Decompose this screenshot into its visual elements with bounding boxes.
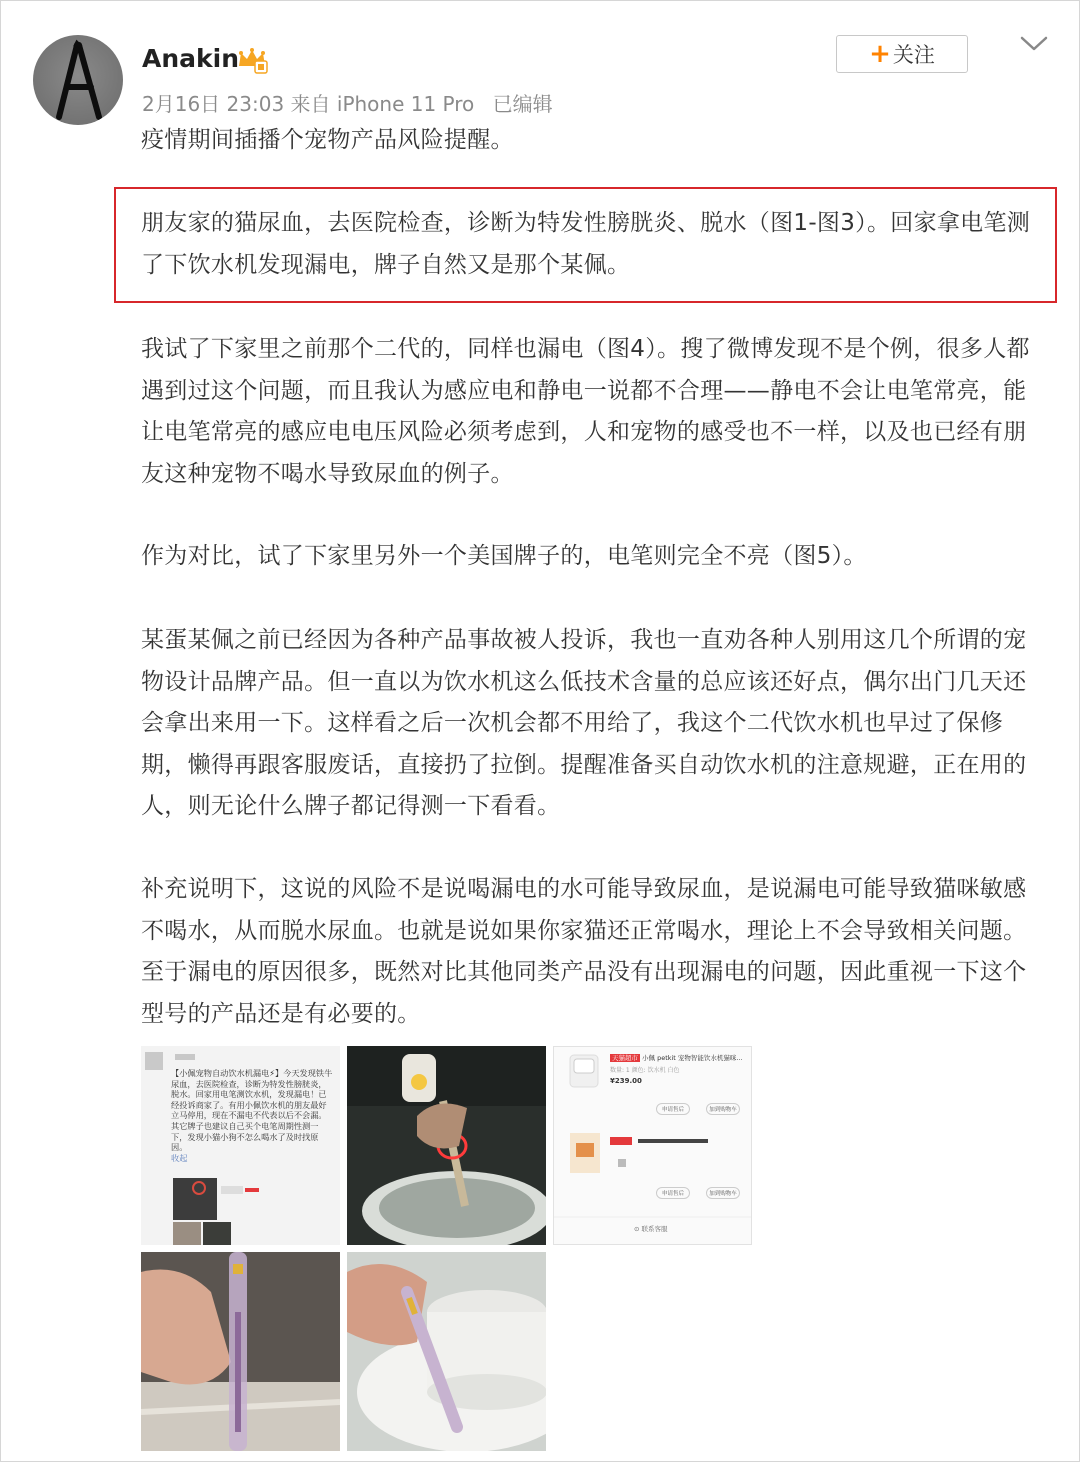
product-title: 天猫超市 小佩 petkit 宠物智能饮水机猫咪... xyxy=(612,1054,743,1062)
vip-crown-icon[interactable] xyxy=(236,46,268,74)
username[interactable]: Anakin xyxy=(142,44,240,73)
post-paragraph: 某蛋某佩之前已经因为各种产品事故被人投诉，我也一直劝各种人别用这几个所谓的宠物设计品牌产品。但一直以为饮水机这么低技术含量的总应该还好点，偶尔出门几天还会拿出来用一下。这样看之后一次机会都不用给了，我这个二代饮水机也早过了保修期，懒得再跟客服废话，直接扔了拉倒。提醒准备买自动饮水机的注意规避，正在用的人，则无论什么牌子都记得测一下看看。 xyxy=(141,627,1027,819)
follow-button-label: 关注 xyxy=(892,43,935,67)
product-spec: 数量: 1 颜色: 饮水机 白色 xyxy=(610,1067,680,1074)
post-image-2[interactable] xyxy=(347,1046,546,1245)
post-image-3[interactable] xyxy=(553,1046,752,1245)
add-cart-button: 加到购物车 xyxy=(706,1187,740,1199)
post-timestamp[interactable]: 2月16日 23:03 xyxy=(142,92,285,116)
avatar-letter-a-icon xyxy=(33,35,123,125)
post-image-4[interactable] xyxy=(141,1252,340,1451)
photo-tester-hand xyxy=(141,1252,340,1451)
add-cart-button: 加到购物车 xyxy=(706,1103,740,1115)
product-price: ¥239.00 xyxy=(610,1077,642,1085)
post-image-1[interactable] xyxy=(141,1046,340,1245)
post-paragraph: 我试了下家里之前那个二代的，同样也漏电（图4）。搜了微博发现不是个例，很多人都遇到过这个问题，而且我认为感应电和静电一说都不合理——静电不会让电笔常亮，能让电笔常亮的感应电电压风险必须考虑到，人和宠物的感受也不一样，以及也已经有朋友这种宠物不喝水导致尿血的例子。 xyxy=(141,336,1030,487)
photo-tester-glow xyxy=(347,1046,546,1245)
post-image-5[interactable] xyxy=(347,1252,546,1451)
post-meta xyxy=(142,88,553,117)
contact-service: ⊙ 联系客服 xyxy=(634,1225,668,1233)
post-paragraph: 疫情期间插播个宠物产品风险提醒。 xyxy=(141,127,514,153)
plus-icon: + xyxy=(869,39,891,69)
follow-button[interactable] xyxy=(836,35,968,73)
post-paragraph: 补充说明下，这说的风险不是说喝漏电的水可能导致尿血，是说漏电可能导致猫咪敏感不喝水，从而脱水尿血。也就是说如果你家猫还正常喝水，理论上不会导致相关问题。至于漏电的原因很多，既然对比其他同类产品没有出现漏电的问题，因此重视一下这个型号的产品还是有必要的。 xyxy=(141,876,1027,1027)
order-screenshot-graphic xyxy=(554,1047,751,1244)
fold-link: 收起 xyxy=(171,1152,188,1163)
post-source: 来自 iPhone 11 Pro xyxy=(290,92,475,116)
edited-label[interactable]: 已编辑 xyxy=(492,92,553,116)
avatar[interactable] xyxy=(33,35,123,125)
after-sale-button: 申请售后 xyxy=(656,1103,690,1115)
post-paragraph: 朋友家的猫尿血，去医院检查，诊断为特发性膀胱炎、脱水（图1-图3）。回家拿电笔测了下饮水机发现漏电，牌子自然又是那个某佩。 xyxy=(141,210,1031,278)
chevron-down-icon[interactable] xyxy=(1018,34,1050,54)
photo-tester-fountain xyxy=(347,1252,546,1451)
after-sale-button: 申请售后 xyxy=(656,1187,690,1199)
post-paragraph: 作为对比，试了下家里另外一个美国牌子的，电笔则完全不亮（图5）。 xyxy=(141,543,867,569)
screenshot-post-text: 【小佩宠物自动饮水机漏电⚡】今天发现铁牛尿血，去医院检查，诊断为特发性膀胱炎，脱水。回家用电笔测饮水机，发现漏电！已经投诉商家了。有用小佩饮水机的朋友最好立马停用，现在不漏电不代表以后不会漏。其它牌子也建议自己买个电笔周期性测一下，发现小猫小狗不怎么喝水了及时找原因。 收起 xyxy=(171,1068,333,1163)
